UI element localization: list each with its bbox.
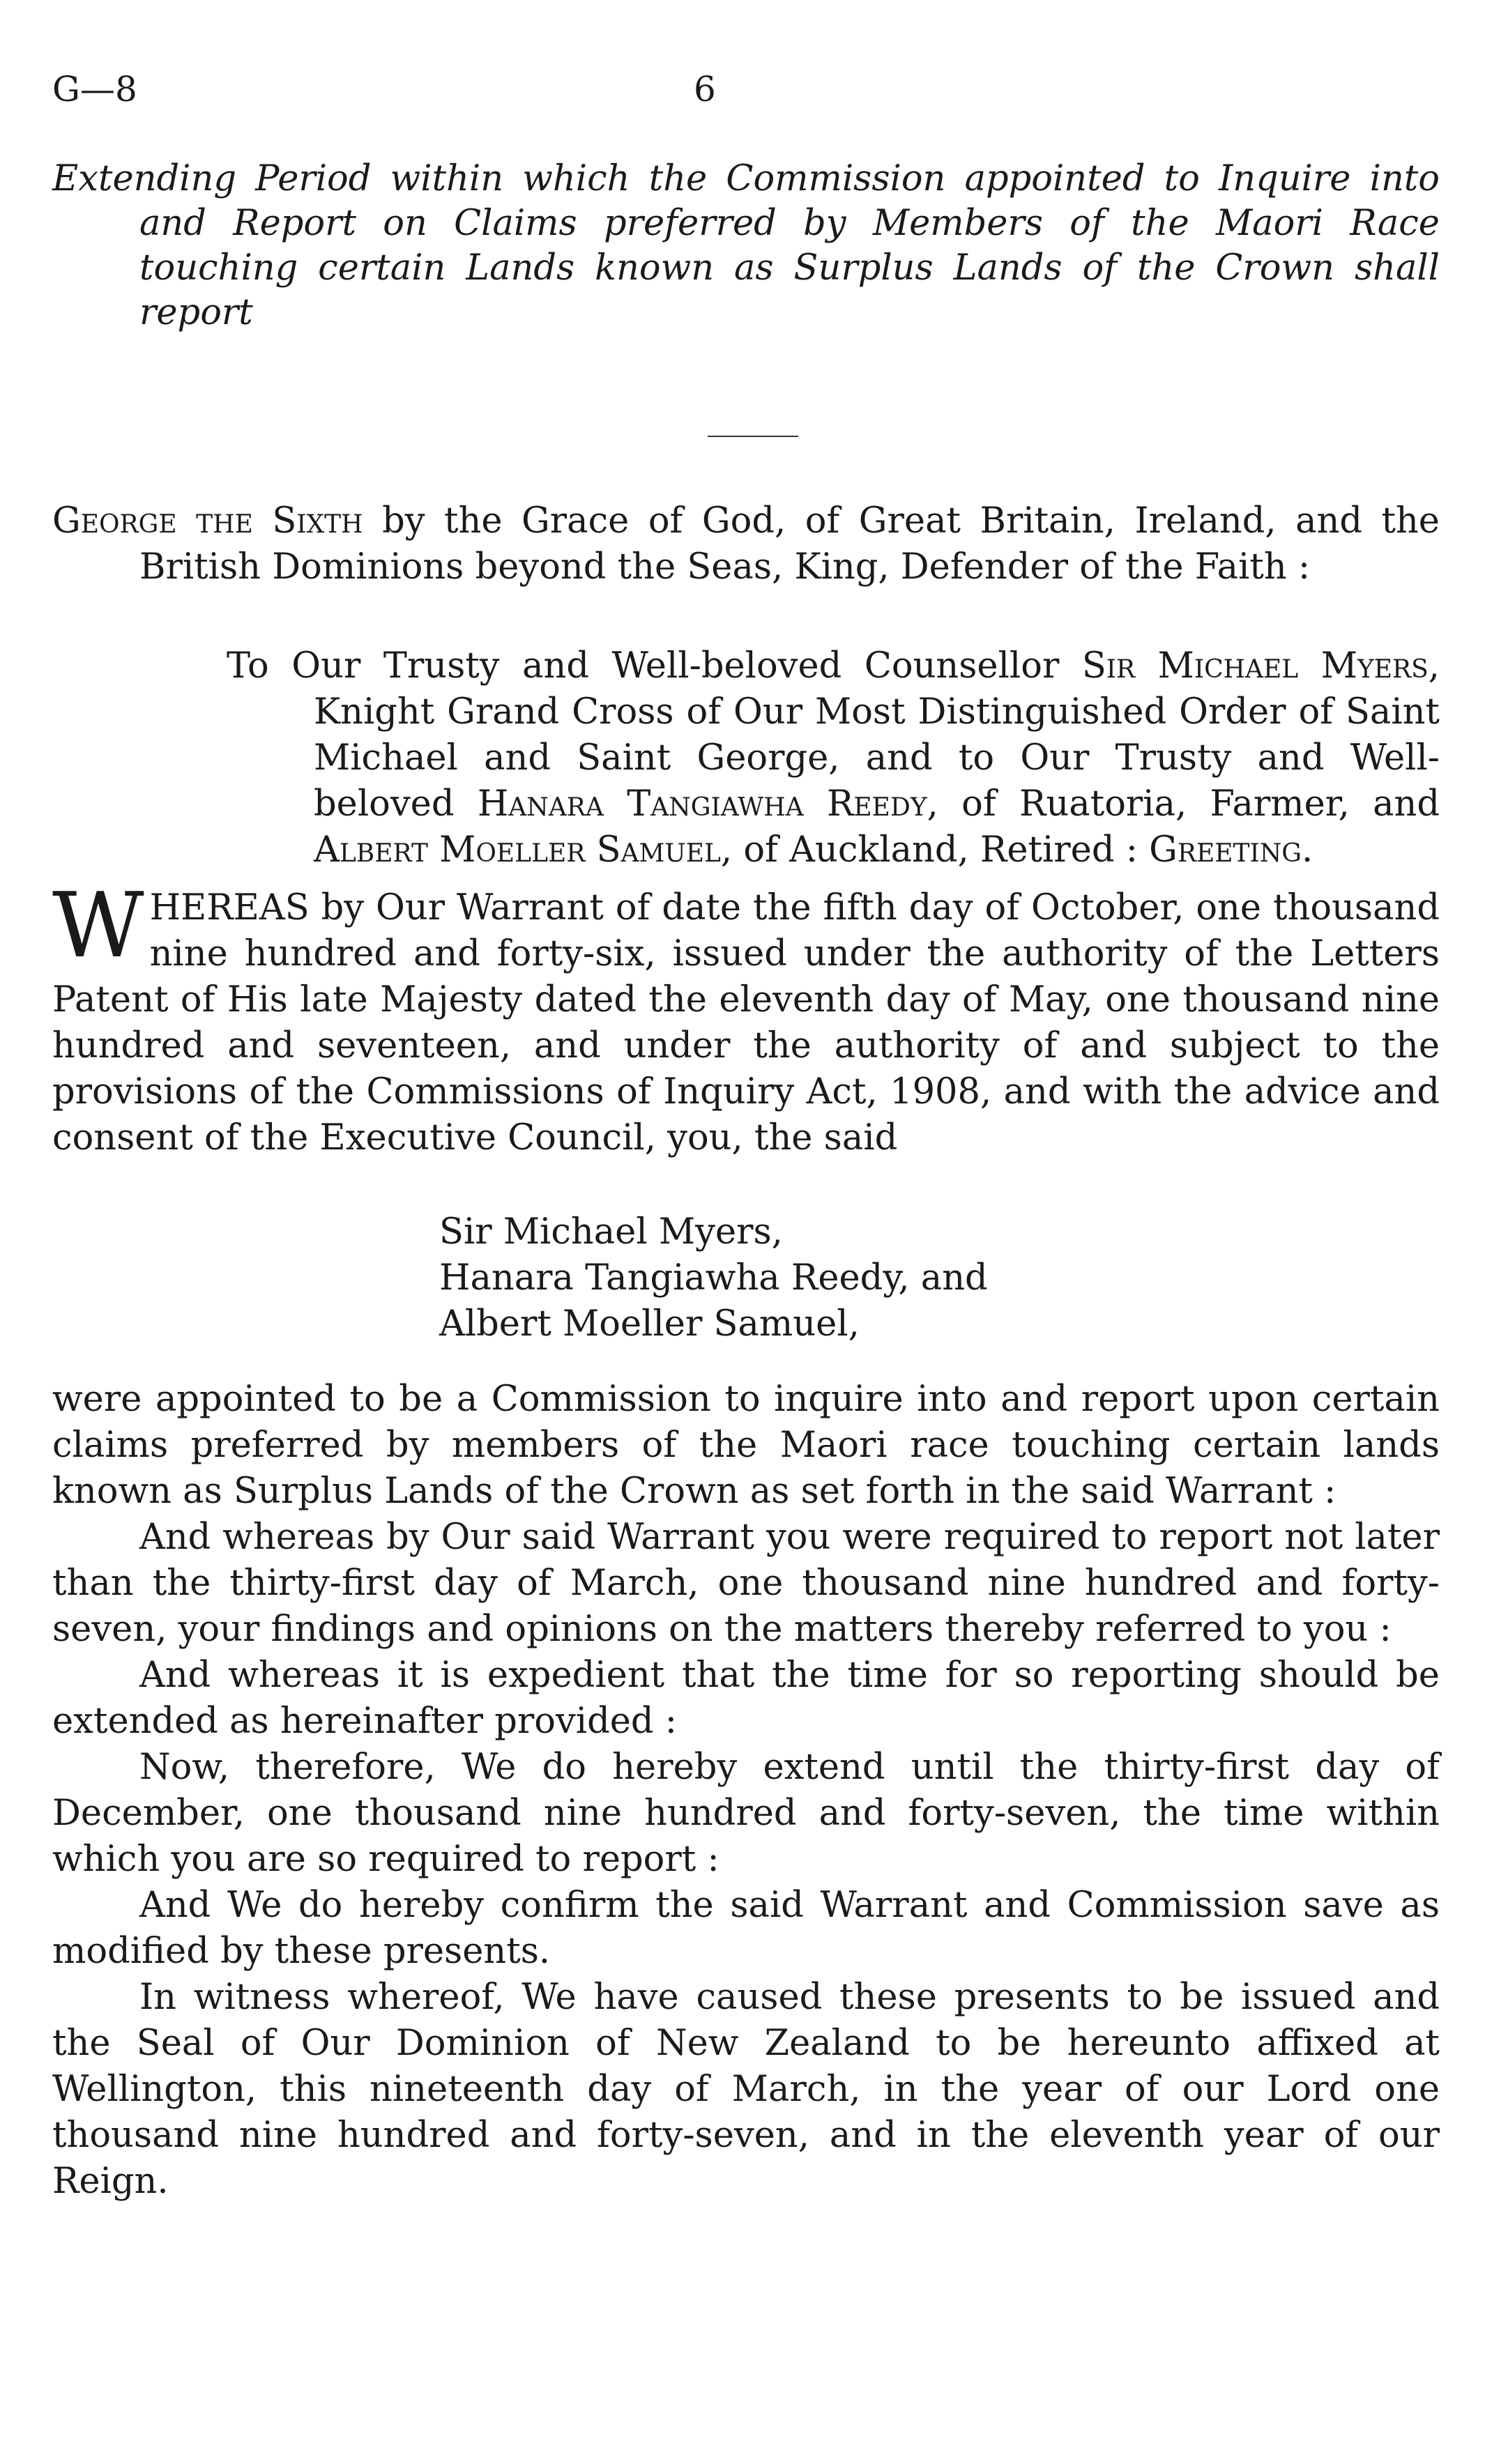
commissioner-names xyxy=(439,1209,1136,1347)
page-header xyxy=(52,66,1440,115)
addressee-text-3: , of Auckland, Retired : xyxy=(720,829,1150,871)
witness-paragraph: In witness whereof, We have caused these presents to be issued and the Seal of Our Dominion of New Zealand to be hereunto affixed at Wellington, this nineteenth day of March, in the year of our Lord one thousand nine hundred and forty-seven, and in the eleventh year of our Reign. xyxy=(52,1977,1440,2202)
addressee-name-reedy: Hanara Tangiawha Reedy xyxy=(477,783,927,825)
page-number: 6 xyxy=(694,69,716,109)
whereas-text: by Our Warrant of date the fifth day of October, one thousand nine hundred and forty-six, issued under the authority of the Letters Patent of His late Majesty dated the eleventh day of May, one thousand nine hundred and seventeen, and under the authority of and subject to the provisions of the Commissions of Inquiry Act, 1908, and with the advice and consent of the Executive Council, you, the said xyxy=(52,887,1440,1158)
document-title: Extending Period within which the Commission appointed to Inquire into and Report on Claims preferred by Members of the Maori Race touching certain Lands known as Surplus Lands of the Crown shall report xyxy=(52,158,1440,333)
drop-cap: W xyxy=(52,874,144,978)
addressee-intro: To Our Trusty and Well-beloved Counsellor xyxy=(227,645,1082,687)
addressee-text-1: , Knight Grand Cross of Our Most Distinguished Order of Saint Michael and Saint George, and to Our Trusty and Well-beloved xyxy=(314,645,1440,825)
commissioner-name: Hanara Tangiawha Reedy, and xyxy=(439,1257,988,1299)
whereas-lead: HEREAS xyxy=(149,887,310,928)
title-divider xyxy=(708,436,798,437)
document-code: G—8 xyxy=(52,69,137,109)
sovereign-name: George the Sixth xyxy=(52,500,363,542)
addressee-name-samuel: Albert Moeller Samuel xyxy=(314,829,721,871)
warrant-body xyxy=(52,1377,1440,2205)
expedient-paragraph: And whereas it is expedient that the time for so reporting should be extended as hereinafter provided : xyxy=(52,1655,1440,1742)
addressee-name-myers: Sir Michael Myers xyxy=(1081,645,1429,687)
addressee-text-2: , of Ruatoria, Farmer, and xyxy=(927,783,1440,825)
addressee-block xyxy=(139,643,1440,873)
extension-paragraph: Now, therefore, We do hereby extend until the thirty-first day of December, one thousand nine hundred and forty-seven, the time within which you are so required to report : xyxy=(52,1747,1440,1880)
appointment-paragraph: were appointed to be a Commission to inquire into and report upon certain claims preferred by members of the Maori race touching certain lands known as Surplus Lands of the Crown as set forth in the said Warrant : xyxy=(52,1379,1440,1512)
salutation-text: by the Grace of God, of Great Britain, Ireland, and the British Dominions beyond the Seas, King, Defender of the Faith : xyxy=(139,500,1440,588)
royal-salutation xyxy=(52,498,1440,590)
requirement-paragraph: And whereas by Our said Warrant you were required to report not later than the thirty-first day of March, one thousand nine hundred and forty-seven, your findings and opinions on the matters thereby referred to you : xyxy=(52,1517,1440,1650)
commissioner-name: Sir Michael Myers, xyxy=(439,1211,783,1253)
greeting: Greeting. xyxy=(1149,829,1313,871)
whereas-paragraph xyxy=(52,874,1440,1161)
confirmation-paragraph: And We do hereby confirm the said Warrant and Commission save as modified by these presents. xyxy=(52,1885,1440,1972)
commissioner-name: Albert Moeller Samuel, xyxy=(439,1303,860,1345)
